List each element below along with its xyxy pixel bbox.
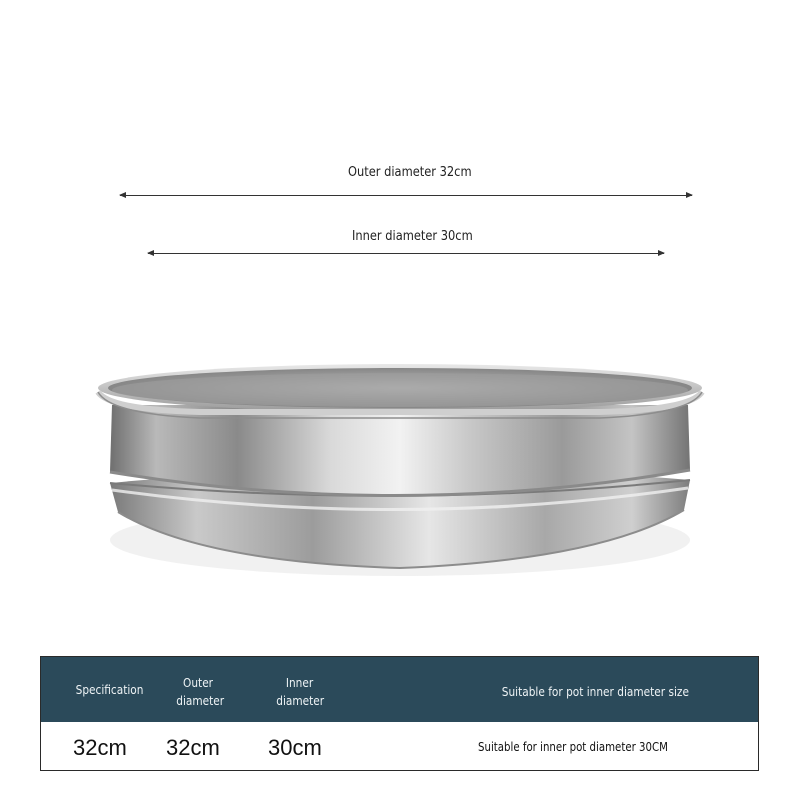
cell-suitable: Suitable for inner pot diameter 30CM <box>478 740 668 754</box>
cell-inner-diameter: 30cm <box>268 735 322 760</box>
header-inner-diameter: Inner diameter <box>276 676 325 708</box>
spec-table-row <box>41 722 758 770</box>
outer-diameter-label: Outer diameter 32cm <box>348 165 472 180</box>
spec-table <box>40 656 759 771</box>
header-suitable: Suitable for pot inner diameter size <box>501 685 689 699</box>
cell-outer-diameter: 32cm <box>166 735 220 760</box>
header-specification: Specification <box>75 683 144 697</box>
header-outer-diameter: Outer diameter <box>176 676 225 708</box>
inner-diameter-label: Inner diameter 30cm <box>352 229 473 244</box>
cell-specification: 32cm <box>73 735 127 760</box>
spec-table-header <box>41 657 758 722</box>
